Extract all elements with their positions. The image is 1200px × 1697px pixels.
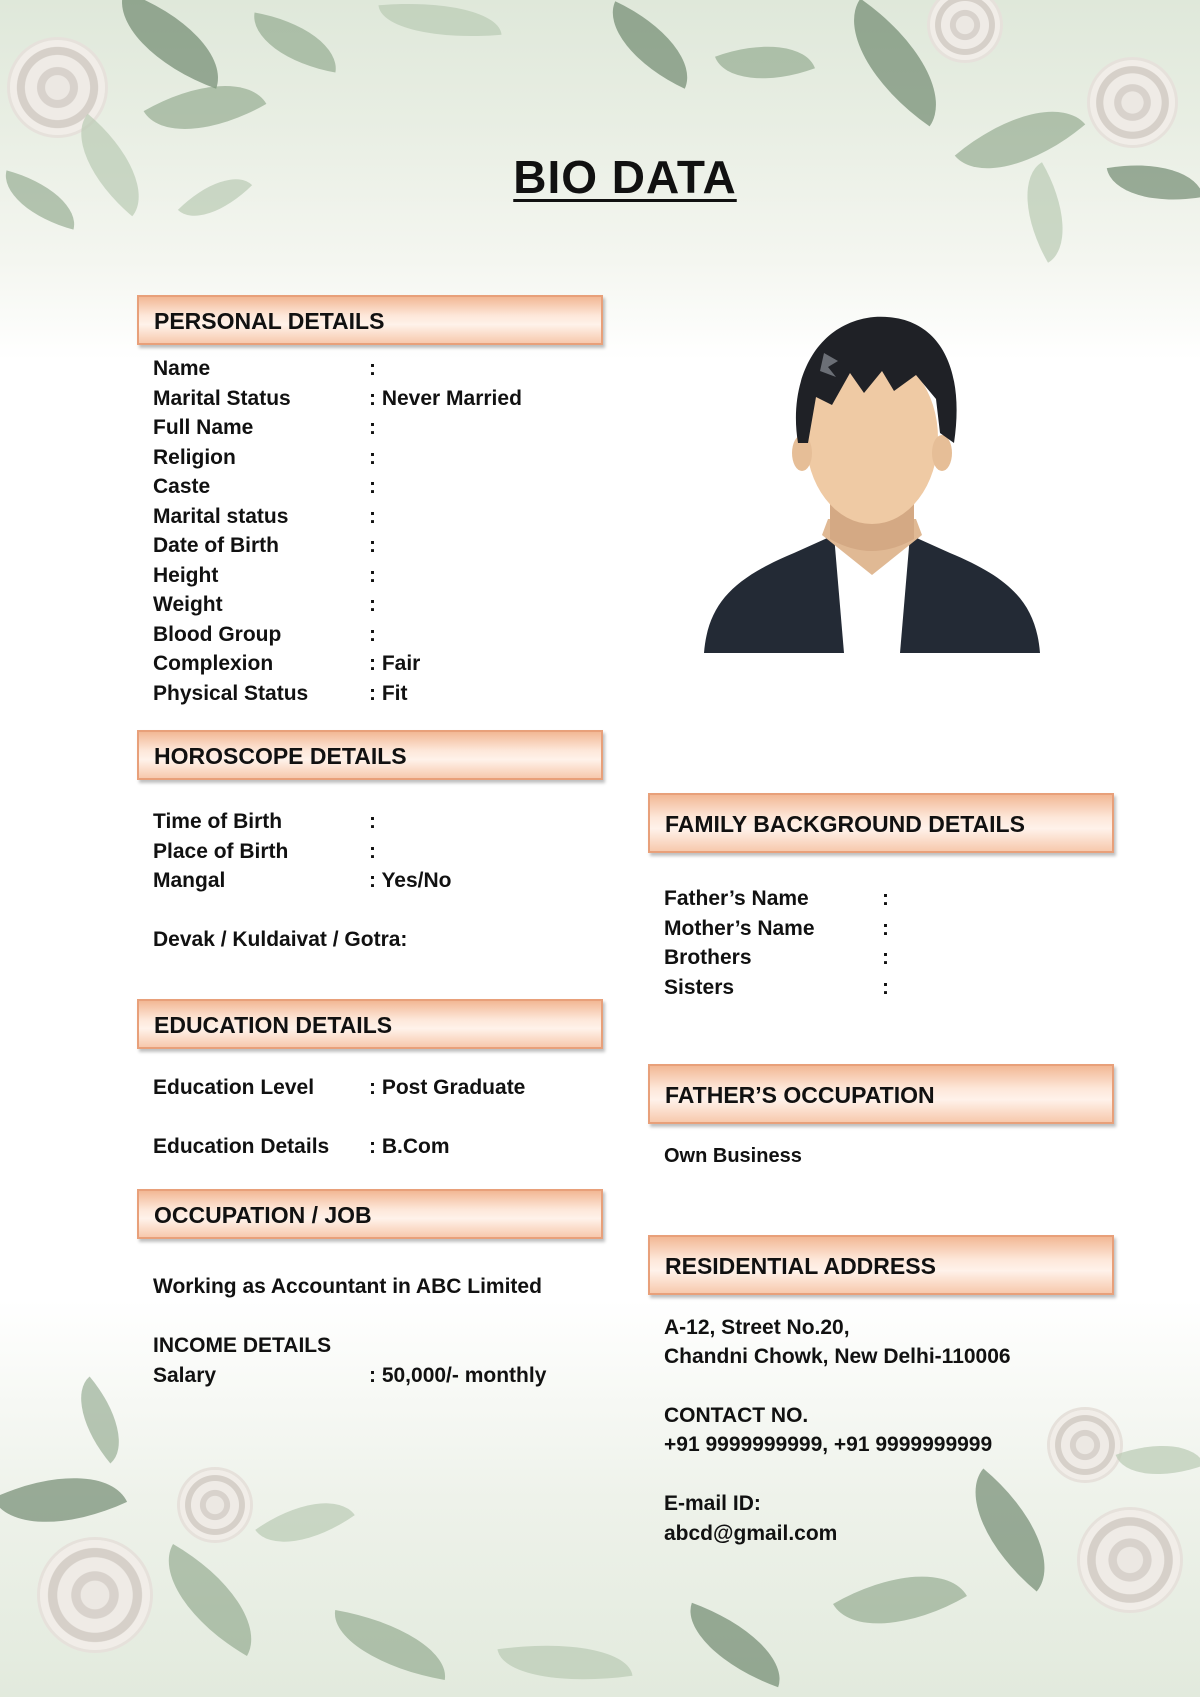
email-heading: E-mail ID:	[664, 1492, 761, 1515]
personal-label: Blood Group	[153, 622, 282, 646]
personal-row	[153, 443, 613, 472]
education-label: Education Details	[153, 1135, 330, 1158]
horoscope-label: Mangal	[153, 869, 226, 892]
personal-label: Marital Status	[153, 386, 291, 410]
horoscope-row	[153, 837, 613, 866]
address-line-2: Chandni Chowk, New Delhi-110006	[664, 1345, 1011, 1368]
horoscope-row	[153, 807, 613, 836]
gotra-label: Devak / Kuldaivat / Gotra:	[153, 928, 408, 951]
horoscope-row	[153, 866, 613, 895]
personal-value: :	[369, 534, 376, 557]
fathers-occupation-header: FATHER’S OCCUPATION	[648, 1064, 1114, 1124]
personal-value: :	[369, 593, 376, 616]
horoscope-value: : Yes/No	[369, 869, 452, 892]
personal-value: : Never Married	[369, 386, 522, 410]
income-details-heading: INCOME DETAILS	[153, 1334, 332, 1357]
family-value: :	[882, 916, 889, 940]
personal-row	[153, 679, 613, 708]
horoscope-value: :	[369, 839, 376, 863]
email-value: abcd@gmail.com	[664, 1522, 838, 1545]
education-label: Education Level	[153, 1076, 315, 1099]
personal-value: :	[369, 563, 376, 587]
family-row	[664, 973, 1124, 1002]
personal-value: :	[369, 445, 376, 469]
education-details-header: EDUCATION DETAILS	[137, 999, 603, 1049]
personal-value: : Fair	[369, 652, 421, 675]
fathers-occupation-text: Own Business	[664, 1145, 802, 1167]
contact-heading: CONTACT NO.	[664, 1404, 809, 1427]
personal-label: Complexion	[153, 652, 274, 675]
personal-row	[153, 413, 613, 442]
personal-details-header: PERSONAL DETAILS	[137, 295, 603, 345]
family-row	[664, 884, 1124, 913]
contact-numbers: +91 9999999999, +91 9999999999	[664, 1433, 993, 1456]
personal-label: Height	[153, 563, 219, 587]
personal-row	[153, 649, 613, 678]
salary-label: Salary	[153, 1364, 217, 1387]
salary-value: : 50,000/- monthly	[369, 1364, 547, 1387]
occupation-text: Working as Accountant in ABC Limited	[153, 1275, 542, 1298]
education-value: : B.Com	[369, 1135, 450, 1158]
family-value: :	[882, 946, 889, 969]
personal-row	[153, 502, 613, 531]
education-row	[153, 1132, 613, 1161]
horoscope-label: Time of Birth	[153, 810, 283, 833]
personal-row	[153, 531, 613, 560]
personal-label: Weight	[153, 593, 223, 616]
family-background-header: FAMILY BACKGROUND DETAILS	[648, 793, 1114, 853]
personal-row	[153, 354, 613, 383]
personal-row	[153, 472, 613, 501]
personal-label: Marital status	[153, 504, 289, 528]
page-title: BIO DATA	[513, 151, 737, 203]
horoscope-label: Place of Birth	[153, 839, 289, 863]
education-row	[153, 1073, 613, 1102]
personal-value: : Fit	[369, 681, 408, 705]
family-label: Father’s Name	[664, 887, 809, 910]
personal-label: Religion	[153, 445, 236, 469]
residential-address-header: RESIDENTIAL ADDRESS	[648, 1235, 1114, 1295]
horoscope-details-header: HOROSCOPE DETAILS	[137, 730, 603, 780]
personal-row	[153, 384, 613, 413]
occupation-header: OCCUPATION / JOB	[137, 1189, 603, 1239]
personal-row	[153, 620, 613, 649]
horoscope-value: :	[369, 810, 376, 833]
personal-row	[153, 561, 613, 590]
person-avatar-icon	[704, 313, 1040, 653]
education-value: : Post Graduate	[369, 1076, 526, 1099]
family-label: Brothers	[664, 946, 752, 969]
personal-value: :	[369, 416, 376, 439]
family-label: Mother’s Name	[664, 916, 815, 940]
personal-value: :	[369, 475, 376, 498]
personal-label: Name	[153, 357, 211, 380]
personal-value: :	[369, 622, 376, 646]
family-row	[664, 914, 1124, 943]
personal-label: Caste	[153, 475, 211, 498]
address-line-1: A-12, Street No.20,	[664, 1316, 850, 1339]
personal-label: Date of Birth	[153, 534, 279, 557]
personal-label: Physical Status	[153, 681, 309, 705]
personal-value: :	[369, 504, 376, 528]
family-value: :	[882, 887, 889, 910]
family-label: Sisters	[664, 975, 735, 999]
family-value: :	[882, 975, 889, 999]
personal-label: Full Name	[153, 416, 254, 439]
family-row	[664, 943, 1124, 972]
personal-row	[153, 590, 613, 619]
personal-value: :	[369, 357, 376, 380]
